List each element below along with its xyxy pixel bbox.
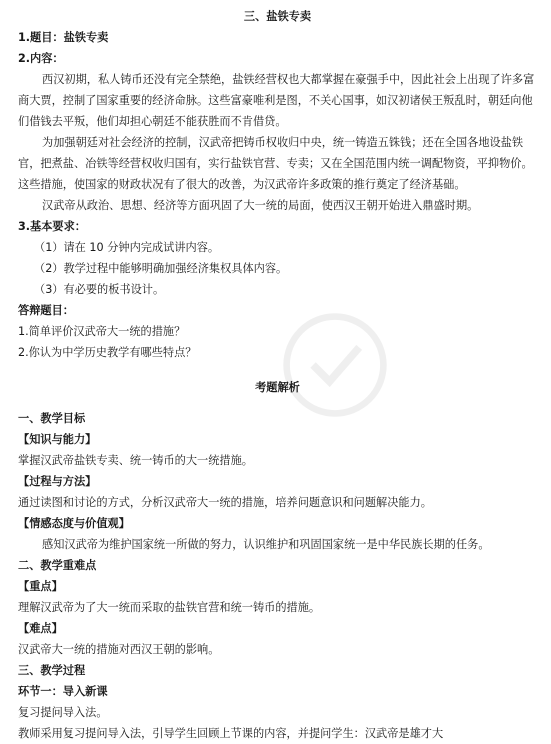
content-paragraph-2: 为加强朝廷对社会经济的控制，汉武帝把铸币权收归中央，统一铸造五铢钱；还在全国各地设盐铁官，把煮盐、冶铁等经营权收归国有，实行盐铁官营、专卖；又在全国范围内统一调配物资，平抑物价。这些措施，使国家的财政状况有了很大的改善，为汉武帝许多政策的推行奠定了经济基础。 — [18, 136, 533, 191]
step1-heading: 环节一：导入新课 — [18, 685, 108, 698]
knowledge-text: 掌握汉武帝盐铁专卖、统一铸币的大一统措施。 — [18, 454, 253, 467]
content-paragraph-1: 西汉初期，私人铸币还没有完全禁绝，盐铁经营权也大都掌握在豪强手中，因此社会上出现了许多富商大贾，控制了国家重要的经济命脉。这些富豪唯利是图，不关心国事，如汉初诸侯王叛乱时，朝廷向他们借钱去平叛，他们却担心朝廷不能获胜而不肯借贷。 — [18, 73, 535, 128]
emotion-label: 【情感态度与价值观】 — [18, 517, 130, 530]
process-label: 【过程与方法】 — [18, 475, 97, 488]
knowledge-label: 【知识与能力】 — [18, 433, 97, 446]
section-keypoints-heading: 二、教学重难点 — [18, 559, 97, 572]
qa-item: 2.你认为中学历史教学有哪些特点？ — [18, 346, 197, 359]
document-title: 三、盐铁专卖 — [243, 10, 312, 23]
content-heading: 2.内容： — [18, 52, 64, 65]
requirements-heading: 3.基本要求： — [18, 220, 86, 233]
process-text: 通过读图和讨论的方式，分析汉武帝大一统的措施，培养问题意识和问题解决能力。 — [18, 496, 432, 509]
difficult-label: 【难点】 — [18, 622, 63, 635]
analysis-title: 考题解析 — [255, 381, 300, 394]
qa-item: 1.简单评价汉武帝大一统的措施？ — [18, 325, 186, 338]
key-text: 理解汉武帝为了大一统而采取的盐铁官营和统一铸币的措施。 — [18, 601, 321, 614]
key-label: 【重点】 — [18, 580, 63, 593]
difficult-text: 汉武帝大一统的措施对西汉王朝的影响。 — [18, 643, 220, 656]
topic-heading: 1.题目：盐铁专卖 — [18, 31, 109, 44]
section-process-heading: 三、教学过程 — [18, 664, 86, 677]
section-objectives-heading: 一、教学目标 — [18, 412, 86, 425]
requirement-item: （3）有必要的板书设计。 — [34, 283, 165, 296]
requirement-item: （2）教学过程中能够明确加强经济集权具体内容。 — [34, 262, 288, 275]
qa-heading: 答辩题目： — [18, 304, 74, 317]
emotion-text: 感知汉武帝为维护国家统一所做的努力，认识维护和巩固国家统一是中华民族长期的任务。 — [42, 538, 490, 551]
content-paragraph-3: 汉武帝从政治、思想、经济等方面巩固了大一统的局面，使西汉王朝开始进入鼎盛时期。 — [42, 199, 479, 212]
step1-line: 教师采用复习提问导入法，引导学生回顾上节课的内容，并提问学生：汉武帝是雄才大 — [18, 727, 444, 740]
step1-line: 复习提问导入法。 — [18, 706, 108, 719]
requirement-item: （1）请在 10 分钟内完成试讲内容。 — [34, 241, 220, 254]
